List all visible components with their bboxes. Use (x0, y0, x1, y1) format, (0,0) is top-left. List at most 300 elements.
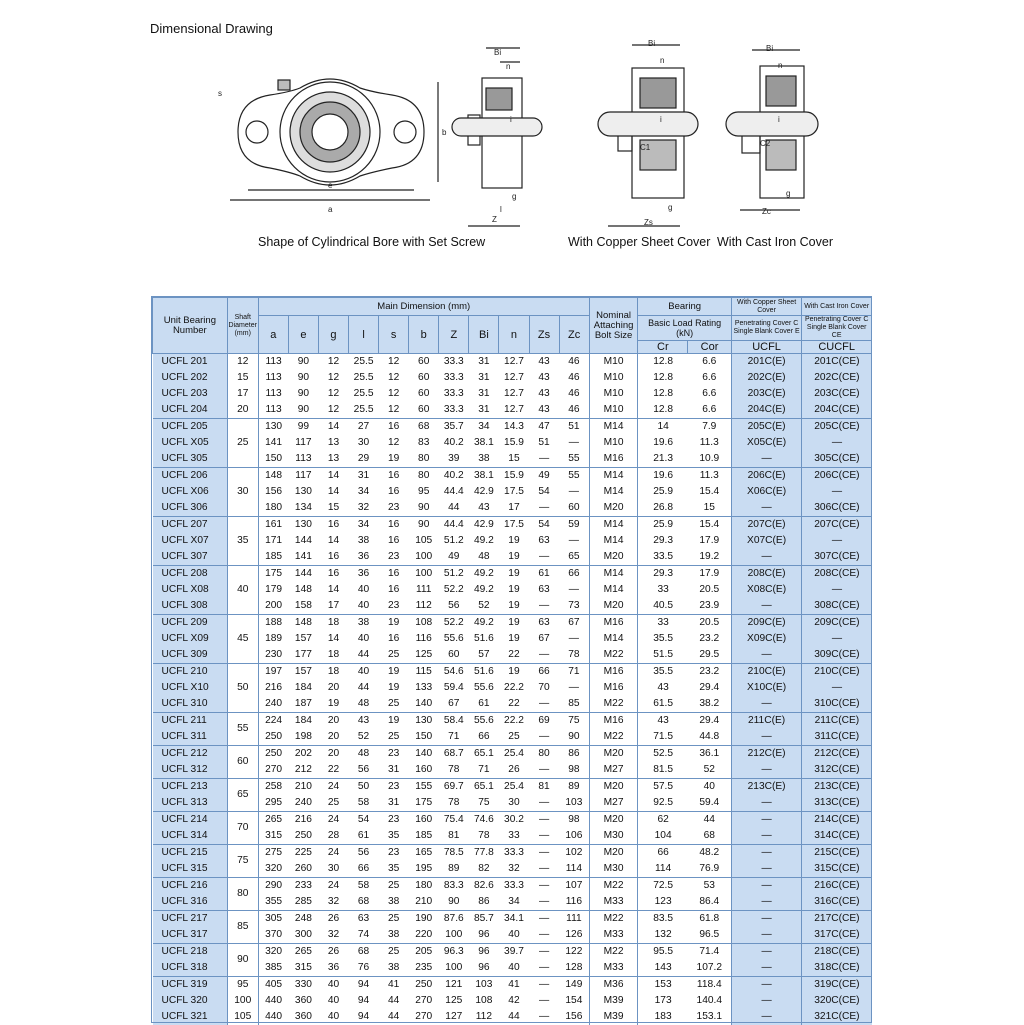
cell-col-4: 36 (349, 566, 379, 583)
cell-col-3: 24 (318, 812, 348, 829)
cell-col-4: 40 (349, 631, 379, 647)
cell-col-6: 90 (409, 517, 439, 534)
cell-col-7: 90 (439, 894, 469, 911)
cell-col-9: 12.7 (499, 386, 529, 402)
cell-col-2: 134 (288, 500, 318, 517)
cucfl-cover-cell: 201C(CE) (802, 354, 872, 371)
cell-col-7: 52.2 (439, 582, 469, 598)
cell-col-5: 16 (379, 533, 409, 549)
cell-col-9: 39.7 (499, 944, 529, 961)
header-col-b: b (409, 316, 439, 354)
unit-number-cell: UCFL 310 (153, 696, 228, 713)
cell-col-11: — (559, 484, 589, 500)
cell-col-4: 76 (349, 960, 379, 977)
table-row (153, 779, 872, 796)
ucfl-cover-cell: — (731, 861, 802, 878)
cell-col-13: 143 (638, 960, 688, 977)
unit-number-cell: UCFL X07 (153, 533, 228, 549)
cell-col-5: 38 (379, 927, 409, 944)
cell-col-7: 87.6 (439, 911, 469, 928)
ucfl-cover-cell: X06C(E) (731, 484, 802, 500)
cell-col-2: 117 (288, 468, 318, 485)
cell-col-7: 51.2 (439, 533, 469, 549)
cell-col-11: 46 (559, 370, 589, 386)
cell-col-6: 195 (409, 861, 439, 878)
cell-col-6: 140 (409, 746, 439, 763)
cast-bearing-lower (766, 140, 796, 170)
copper-bearing (640, 78, 676, 108)
cell-col-2: 158 (288, 598, 318, 615)
cell-col-1: 200 (258, 598, 288, 615)
cell-col-10: — (529, 944, 559, 961)
cell-col-4: 25.5 (349, 386, 379, 402)
cell-col-7: 71 (439, 729, 469, 746)
shaft-diameter-cell: 30 (227, 468, 258, 517)
cell-col-7: 52.2 (439, 615, 469, 632)
header-bearing: Bearing (638, 298, 731, 316)
cell-col-4: 94 (349, 977, 379, 994)
unit-number-cell: UCFL 216 (153, 878, 228, 895)
cell-col-4: 48 (349, 746, 379, 763)
cell-col-9: 19 (499, 631, 529, 647)
cell-col-14: 96.5 (688, 927, 732, 944)
cell-col-13: 57.5 (638, 779, 688, 796)
cell-col-9: 15 (499, 451, 529, 468)
cell-col-1: 405 (258, 977, 288, 994)
cell-col-2: 157 (288, 631, 318, 647)
table-row (153, 533, 872, 549)
cell-col-7: 78.5 (439, 845, 469, 862)
cell-col-11: — (559, 631, 589, 647)
cell-col-9: 25.4 (499, 779, 529, 796)
cell-col-7: 58.4 (439, 713, 469, 730)
cell-col-13: 26.8 (638, 500, 688, 517)
cell-col-10: 81 (529, 779, 559, 796)
cell-col-4: 27 (349, 419, 379, 436)
ucfl-cover-cell: — (731, 549, 802, 566)
cell-col-12: M14 (589, 566, 638, 583)
cell-col-13: 81.5 (638, 762, 688, 779)
cell-col-6: 130 (409, 713, 439, 730)
cucfl-cover-cell: 206C(CE) (802, 468, 872, 485)
cucfl-cover-cell: 214C(CE) (802, 812, 872, 829)
cell-col-10: — (529, 762, 559, 779)
cell-col-11: — (559, 582, 589, 598)
cell-col-4: 36 (349, 549, 379, 566)
cell-col-14: 6.6 (688, 386, 732, 402)
cucfl-cover-cell: — (802, 680, 872, 696)
label-i-1: i (510, 115, 512, 124)
cell-col-7: 59.4 (439, 680, 469, 696)
cell-col-13: 62 (638, 812, 688, 829)
cell-col-11: — (559, 533, 589, 549)
table-row (153, 680, 872, 696)
cell-col-10: — (529, 977, 559, 994)
ucfl-cover-cell: 213C(E) (731, 779, 802, 796)
cell-col-12: M20 (589, 812, 638, 829)
shaft-diameter-cell: 75 (227, 845, 258, 878)
cell-col-6: 100 (409, 566, 439, 583)
cell-col-11: 111 (559, 911, 589, 928)
cucfl-cover-cell: 308C(CE) (802, 598, 872, 615)
cell-col-10: 80 (529, 746, 559, 763)
cell-col-9: 22.2 (499, 713, 529, 730)
cell-col-5: 44 (379, 993, 409, 1009)
cell-col-13: 19.6 (638, 435, 688, 451)
cell-col-1: 355 (258, 894, 288, 911)
cell-col-3: 36 (318, 960, 348, 977)
cell-col-11: 85 (559, 696, 589, 713)
ucfl-cover-cell: — (731, 828, 802, 845)
ucfl-cover-cell: — (731, 762, 802, 779)
unit-number-cell: UCFL 210 (153, 664, 228, 681)
unit-number-cell: UCFL 202 (153, 370, 228, 386)
cell-col-5: 23 (379, 845, 409, 862)
cell-col-13: 66 (638, 845, 688, 862)
cell-col-5: 25 (379, 647, 409, 664)
copper-shaft (598, 112, 698, 136)
cell-col-6: 80 (409, 451, 439, 468)
cell-col-9: 41 (499, 977, 529, 994)
cell-col-11: 59 (559, 517, 589, 534)
cell-col-10: — (529, 795, 559, 812)
bolt-hole-right (394, 121, 416, 143)
cell-col-9: 19 (499, 582, 529, 598)
cell-col-12: M20 (589, 746, 638, 763)
shaft-diameter-cell: 65 (227, 779, 258, 812)
header-col-bi: Bi (469, 316, 499, 354)
cell-col-13: 12.8 (638, 370, 688, 386)
cell-col-13: 43 (638, 680, 688, 696)
cell-col-2: 285 (288, 894, 318, 911)
cell-col-2: 113 (288, 451, 318, 468)
cell-col-1: 113 (258, 354, 288, 371)
cell-col-10: — (529, 878, 559, 895)
cell-col-14: 17.9 (688, 533, 732, 549)
cell-col-6: 80 (409, 468, 439, 485)
cell-col-7: 33.3 (439, 402, 469, 419)
label-zs: Zs (644, 218, 653, 227)
cell-col-3: 18 (318, 647, 348, 664)
cell-col-6: 185 (409, 828, 439, 845)
cell-col-12: M20 (589, 549, 638, 566)
cell-col-2: 198 (288, 729, 318, 746)
header-cucfl: CUCFL (802, 341, 872, 354)
cell-col-8: 52 (469, 598, 499, 615)
cell-col-2: 260 (288, 861, 318, 878)
cell-col-3: 30 (318, 861, 348, 878)
label-e: e (328, 181, 333, 190)
cell-col-4: 68 (349, 944, 379, 961)
cell-col-11: 46 (559, 402, 589, 419)
header-cast-desc: Penetrating Cover C Single Blank Cover CE (802, 316, 872, 341)
cell-col-8: 49.2 (469, 533, 499, 549)
table-row (153, 927, 872, 944)
cell-col-12: M33 (589, 960, 638, 977)
cell-col-12: M22 (589, 729, 638, 746)
cell-col-2: 144 (288, 533, 318, 549)
cell-col-9: 19 (499, 664, 529, 681)
cell-col-13: 92.5 (638, 795, 688, 812)
cell-col-11: 73 (559, 598, 589, 615)
cell-col-8: 61 (469, 696, 499, 713)
cell-col-13: 114 (638, 861, 688, 878)
cell-col-14: 15.4 (688, 484, 732, 500)
cell-col-6: 133 (409, 680, 439, 696)
cell-col-2: 360 (288, 993, 318, 1009)
cell-col-4: 63 (349, 911, 379, 928)
cell-col-11: 71 (559, 664, 589, 681)
header-main: Main Dimension (mm) (258, 298, 589, 316)
cell-col-2: 233 (288, 878, 318, 895)
cell-col-6: 175 (409, 795, 439, 812)
cell-col-12: M22 (589, 878, 638, 895)
cell-col-13: 173 (638, 993, 688, 1009)
cell-col-7: 127 (439, 1009, 469, 1025)
cell-col-3: 24 (318, 845, 348, 862)
cell-col-14: 29.5 (688, 647, 732, 664)
cucfl-cover-cell: 314C(CE) (802, 828, 872, 845)
header-col-g: g (318, 316, 348, 354)
cell-col-10: 67 (529, 631, 559, 647)
cell-col-13: 52.5 (638, 746, 688, 763)
cell-col-1: 224 (258, 713, 288, 730)
cell-col-4: 25.5 (349, 402, 379, 419)
cell-col-10: — (529, 598, 559, 615)
cucfl-cover-cell: 321C(CE) (802, 1009, 872, 1025)
side-bearing (486, 88, 512, 110)
unit-number-cell: UCFL 315 (153, 861, 228, 878)
cell-col-7: 33.3 (439, 386, 469, 402)
cell-col-3: 12 (318, 402, 348, 419)
cell-col-1: 385 (258, 960, 288, 977)
cell-col-6: 115 (409, 664, 439, 681)
cell-col-7: 40.2 (439, 435, 469, 451)
cell-col-14: 23.2 (688, 631, 732, 647)
cell-col-12: M20 (589, 598, 638, 615)
ucfl-cover-cell: 209C(E) (731, 615, 802, 632)
cell-col-6: 205 (409, 944, 439, 961)
header-col-zs: Zs (529, 316, 559, 354)
cell-col-1: 113 (258, 370, 288, 386)
table-row (153, 451, 872, 468)
cell-col-7: 56 (439, 598, 469, 615)
cell-col-10: 51 (529, 435, 559, 451)
table-row (153, 828, 872, 845)
cell-col-5: 41 (379, 977, 409, 994)
cell-col-12: M14 (589, 631, 638, 647)
ucfl-cover-cell: 207C(E) (731, 517, 802, 534)
cell-col-3: 14 (318, 631, 348, 647)
cell-col-8: 42.9 (469, 517, 499, 534)
cell-col-1: 315 (258, 828, 288, 845)
cell-col-10: — (529, 927, 559, 944)
cell-col-12: M14 (589, 517, 638, 534)
cell-col-12: M16 (589, 615, 638, 632)
cell-col-6: 112 (409, 598, 439, 615)
cell-col-8: 96 (469, 944, 499, 961)
ucfl-cover-cell: — (731, 795, 802, 812)
cell-col-14: 53 (688, 878, 732, 895)
copper-cover-view (598, 45, 698, 226)
cell-col-7: 89 (439, 861, 469, 878)
cell-col-5: 19 (379, 680, 409, 696)
cell-col-10: — (529, 960, 559, 977)
cell-col-6: 210 (409, 894, 439, 911)
cell-col-4: 52 (349, 729, 379, 746)
cell-col-13: 29.3 (638, 566, 688, 583)
cell-col-8: 57 (469, 647, 499, 664)
cell-col-10: — (529, 729, 559, 746)
cucfl-cover-cell: 306C(CE) (802, 500, 872, 517)
cell-col-11: 86 (559, 746, 589, 763)
cell-col-12: M33 (589, 894, 638, 911)
cell-col-9: 19 (499, 598, 529, 615)
cell-col-11: 154 (559, 993, 589, 1009)
header-col-a: a (258, 316, 288, 354)
header-col-zc: Zc (559, 316, 589, 354)
cell-col-4: 38 (349, 615, 379, 632)
cell-col-12: M16 (589, 664, 638, 681)
cell-col-6: 60 (409, 370, 439, 386)
cell-col-12: M14 (589, 484, 638, 500)
caption-cylindrical: Shape of Cylindrical Bore with Set Screw (258, 235, 485, 249)
ucfl-cover-cell: 211C(E) (731, 713, 802, 730)
cell-col-3: 14 (318, 484, 348, 500)
cell-col-14: 140.4 (688, 993, 732, 1009)
unit-number-cell: UCFL 305 (153, 451, 228, 468)
table-row (153, 795, 872, 812)
page-title: Dimensional Drawing (150, 21, 273, 36)
cell-col-10: 63 (529, 533, 559, 549)
ucfl-cover-cell: — (731, 500, 802, 517)
cell-col-5: 12 (379, 354, 409, 371)
unit-number-cell: UCFL 209 (153, 615, 228, 632)
unit-number-cell: UCFL 208 (153, 566, 228, 583)
cell-col-1: 113 (258, 386, 288, 402)
table-row (153, 468, 872, 485)
label-bi-3: Bi (766, 44, 773, 53)
cell-col-9: 26 (499, 762, 529, 779)
cell-col-9: 44 (499, 1009, 529, 1025)
cell-col-1: 185 (258, 549, 288, 566)
table-row (153, 354, 872, 371)
cell-col-3: 40 (318, 1009, 348, 1025)
cell-col-2: 177 (288, 647, 318, 664)
cucfl-cover-cell: — (802, 435, 872, 451)
shaft-diameter-cell: 35 (227, 517, 258, 566)
ucfl-cover-cell: X09C(E) (731, 631, 802, 647)
cell-col-3: 24 (318, 878, 348, 895)
cell-col-7: 78 (439, 762, 469, 779)
cell-col-8: 112 (469, 1009, 499, 1025)
cell-col-7: 54.6 (439, 664, 469, 681)
label-n-2: n (660, 56, 664, 65)
cell-col-9: 19 (499, 566, 529, 583)
cucfl-cover-cell: 208C(CE) (802, 566, 872, 583)
cell-col-3: 16 (318, 566, 348, 583)
cell-col-12: M30 (589, 861, 638, 878)
cell-col-14: 6.6 (688, 354, 732, 371)
cell-col-9: 25 (499, 729, 529, 746)
cell-col-3: 12 (318, 386, 348, 402)
cell-col-2: 187 (288, 696, 318, 713)
cell-col-5: 19 (379, 713, 409, 730)
cell-col-7: 51.2 (439, 566, 469, 583)
cell-col-12: M36 (589, 977, 638, 994)
label-bi-1: Bi (494, 48, 501, 57)
unit-number-cell: UCFL 311 (153, 729, 228, 746)
cucfl-cover-cell: 311C(CE) (802, 729, 872, 746)
cell-col-5: 23 (379, 598, 409, 615)
cell-col-5: 16 (379, 631, 409, 647)
cell-col-4: 58 (349, 795, 379, 812)
unit-number-cell: UCFL 308 (153, 598, 228, 615)
cell-col-3: 17 (318, 598, 348, 615)
cell-col-5: 16 (379, 468, 409, 485)
cell-col-5: 25 (379, 696, 409, 713)
cell-col-3: 20 (318, 746, 348, 763)
cell-col-7: 55.6 (439, 631, 469, 647)
cell-col-2: 184 (288, 680, 318, 696)
ucfl-cover-cell: — (731, 598, 802, 615)
cucfl-cover-cell: 312C(CE) (802, 762, 872, 779)
cell-col-8: 38 (469, 451, 499, 468)
cucfl-cover-cell: 213C(CE) (802, 779, 872, 796)
label-l-1: l (500, 205, 502, 214)
cell-col-9: 19 (499, 549, 529, 566)
unit-number-cell: UCFL 211 (153, 713, 228, 730)
table-row (153, 696, 872, 713)
ucfl-cover-cell: — (731, 927, 802, 944)
cell-col-3: 13 (318, 435, 348, 451)
cell-col-14: 38.2 (688, 696, 732, 713)
cell-col-1: 320 (258, 861, 288, 878)
cell-col-10: — (529, 1009, 559, 1025)
label-zc: Zc (762, 207, 771, 216)
cell-col-14: 19.2 (688, 549, 732, 566)
label-s: s (218, 89, 222, 98)
cell-col-5: 25 (379, 911, 409, 928)
cell-col-4: 61 (349, 828, 379, 845)
cell-col-2: 240 (288, 795, 318, 812)
cell-col-14: 11.3 (688, 435, 732, 451)
table-row (153, 960, 872, 977)
cell-col-13: 35.5 (638, 631, 688, 647)
table-row (153, 484, 872, 500)
cell-col-12: M10 (589, 402, 638, 419)
cell-col-13: 72.5 (638, 878, 688, 895)
cucfl-cover-cell: 212C(CE) (802, 746, 872, 763)
shaft-diameter-cell: 100 (227, 993, 258, 1009)
cell-col-14: 76.9 (688, 861, 732, 878)
cell-col-6: 105 (409, 533, 439, 549)
table-row (153, 845, 872, 862)
cell-col-9: 33 (499, 828, 529, 845)
cast-bearing (766, 76, 796, 106)
ucfl-cover-cell: — (731, 993, 802, 1009)
cucfl-cover-cell: 310C(CE) (802, 696, 872, 713)
cell-col-10: — (529, 911, 559, 928)
cell-col-5: 23 (379, 812, 409, 829)
cell-col-7: 67 (439, 696, 469, 713)
cell-col-6: 250 (409, 977, 439, 994)
cell-col-2: 90 (288, 370, 318, 386)
cell-col-13: 71.5 (638, 729, 688, 746)
table-row (153, 402, 872, 419)
cell-col-14: 23.2 (688, 664, 732, 681)
cell-col-2: 330 (288, 977, 318, 994)
